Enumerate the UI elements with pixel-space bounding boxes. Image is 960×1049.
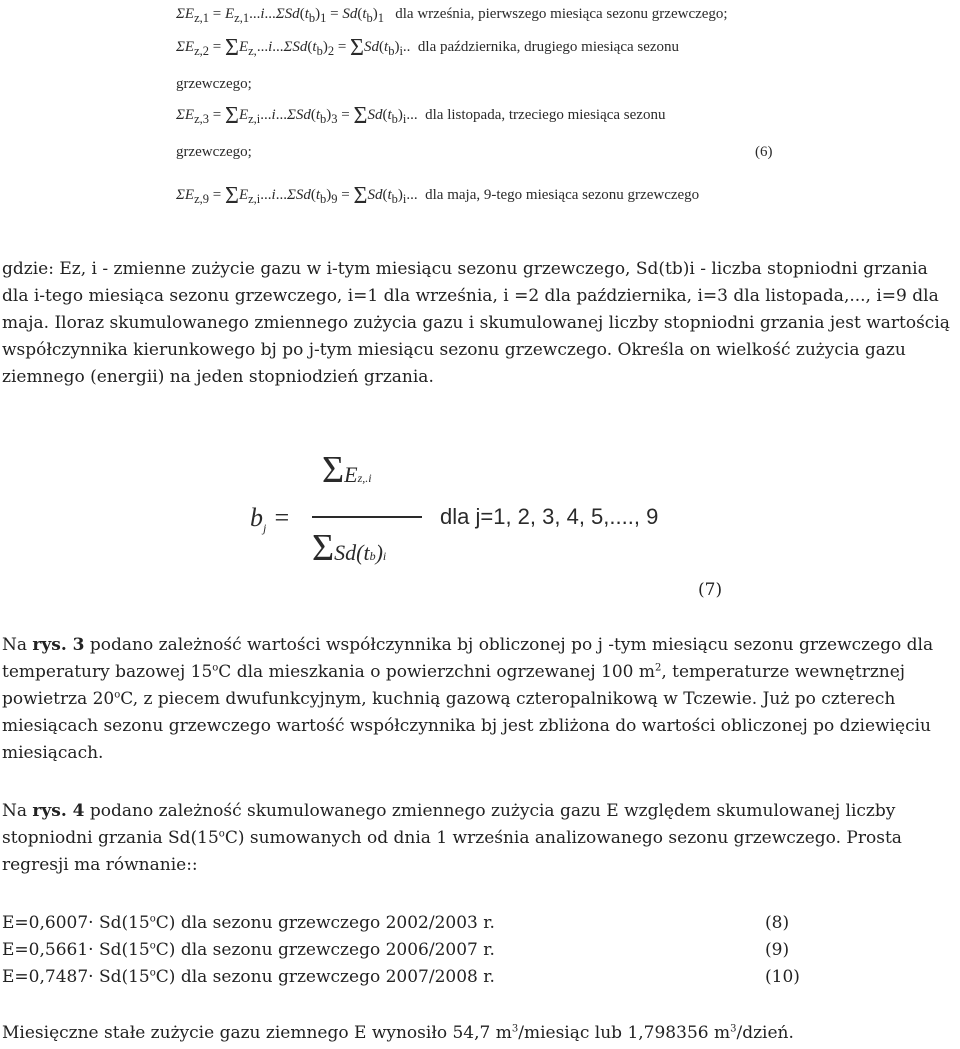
regression-10-rhs: C) dla sezonu grzewczego 2007/2008 r. (155, 967, 495, 987)
figure-4-ref: rys. 4 (32, 801, 85, 821)
degree-sup-2: o (114, 689, 121, 701)
paragraph-2-text-2: C dla mieszkania o powierzchni ogrzewanej 100 m (218, 662, 655, 682)
paragraph-2-text-3: , temperaturze wewnętrznej powietrza 20 (2, 662, 906, 709)
regression-9-sup: o (149, 940, 156, 952)
regression-eq-8 (2, 910, 790, 937)
paragraph-3-text-1: podano zależność skumulowanego zmiennego zużycia gazu E względem skumulowanej liczby stopniodni grzania Sd(15 (2, 801, 896, 848)
equation-number-8: (8) (765, 913, 790, 933)
monthly-consumption-line (2, 1020, 794, 1047)
formula-7-image (250, 448, 723, 600)
regression-9-rhs: C) dla sezonu grzewczego 2006/2007 r. (155, 940, 495, 960)
equation-line-1-text: dla września, pierwszego miesiąca sezonu grzewczego; (395, 6, 728, 22)
equation-line-2-continuation: grzewczego; (176, 76, 252, 92)
paragraph-2-prefix: Na (2, 635, 33, 655)
equation-number-9: (9) (765, 940, 790, 960)
final-text-3: /dzień. (736, 1023, 794, 1043)
regression-8-lhs: E=0,6007· Sd(15 (2, 913, 150, 933)
formula-range: dla j=1, 2, 3, 4, 5,...., 9 (440, 504, 659, 529)
equation-line-2: $\Sigma E_{z,2} = \Sigma E_{z,}...i...\Sigma Sd(t_b)_2 = \Sigma Sd(t_b)_i$.. dla października, drugiego miesiąca sezonu (176, 35, 680, 61)
equation-line-3: $\Sigma E_{z,3} = \Sigma E_{z,i}...i...\Sigma Sd(t_b)_3 = \Sigma Sd(t_b)_i$... dla listopada, trzeciego miesiąca sezonu (176, 103, 666, 129)
equation-line-2-text: dla października, drugiego miesiąca sezonu (417, 39, 680, 55)
degree-sup-3: o (218, 828, 225, 840)
equation-number-6: (6) (755, 144, 773, 160)
formula-denominator: ΣSd(tb)i (312, 527, 387, 569)
equation-line-3-continuation: grzewczego; (176, 144, 252, 160)
formula-numerator: ΣEz,.i (322, 449, 372, 491)
equation-number-7: (7) (698, 580, 723, 600)
formula-lhs-symbol: b (250, 503, 263, 532)
equation-line-1: $\Sigma E_{z,1} = E_{z,1}...i...\Sigma Sd(t_b)_1 = Sd(t_b)_1$ dla września, pierwszego miesiąca sezonu grzewczego; (176, 6, 728, 25)
regression-eq-9 (2, 937, 790, 964)
paragraph-3-prefix: Na (2, 801, 33, 821)
equation-number-10: (10) (765, 967, 800, 987)
paragraph-3-text-2: C) sumowanych od dnia 1 września analizowanego sezonu grzewczego. Prosta regresji ma równanie:: (2, 828, 902, 875)
paragraph-figure-3 (2, 632, 958, 767)
formula-lhs: $b_j$ = (250, 503, 291, 536)
regression-10-lhs: E=0,7487· Sd(15 (2, 967, 150, 987)
regression-8-sup: o (149, 913, 156, 925)
square-sup: 2 (654, 662, 662, 674)
paragraph-definitions: gdzie: Ez, i - zmienne zużycie gazu w i-tym miesiącu sezonu grzewczego, Sd(tb)i - liczba stopniodni grzania dla i-tego miesiąca sezonu grzewczego, i=1 dla września, i =2 dla października, i=3 dla listopada,..., i=9 dla maja. Iloraz skumulowanego zmiennego zużycia gazu i skumulowanej liczby stopniodni grzania jest wartością współczynnika kierunkowego bj po j-tym miesiącu sezonu grzewczego. Określa on wielkość zużycia gazu ziemnego (energii) na jeden stopniodzień grzania. (2, 259, 950, 387)
paragraph-2-text-4: C, z piecem dwufunkcyjnym, kuchnią gazową czteropalnikową w Tczewie. Już po czterech miesiącach sezonu grzewczego wartość współczynnika bj jest zbliżona do wartości obliczonej po dziewięciu miesiącach. (2, 689, 931, 763)
regression-9-lhs: E=0,5661· Sd(15 (2, 940, 150, 960)
regression-eq-10 (2, 964, 800, 991)
final-text-2: /miesiąc lub 1,798356 m (518, 1023, 731, 1043)
figure-3-ref: rys. 3 (32, 635, 85, 655)
regression-8-rhs: C) dla sezonu grzewczego 2002/2003 r. (155, 913, 495, 933)
equation-line-9-text: dla maja, 9-tego miesiąca sezonu grzewczego (425, 187, 700, 203)
equations-6-image (170, 0, 773, 222)
fraction-bar (312, 516, 422, 518)
cubic-sup-2: 3 (730, 1023, 737, 1035)
degree-sup: o (212, 662, 219, 674)
equation-line-9: $\Sigma E_{z,9} = \Sigma E_{z,i}...i...\Sigma Sd(t_b)_9 = \Sigma Sd(t_b)_i$... dla maja, 9-tego miesiąca sezonu grzewczego (176, 183, 700, 209)
equation-line-3-text: dla listopada, trzeciego miesiąca sezonu (425, 107, 666, 123)
formula-lhs-subscript: j (263, 521, 267, 536)
regression-10-sup: o (149, 967, 156, 979)
paragraph-figure-4 (2, 798, 958, 879)
paragraph-2-text-1: podano zależność wartości współczynnika bj obliczonej po j -tym miesiącu sezonu grzewczego dla temperatury bazowej 15 (2, 635, 934, 682)
final-text-1: Miesięczne stałe zużycie gazu ziemnego E wynosiło 54,7 m (2, 1023, 512, 1043)
cubic-sup: 3 (511, 1023, 519, 1035)
